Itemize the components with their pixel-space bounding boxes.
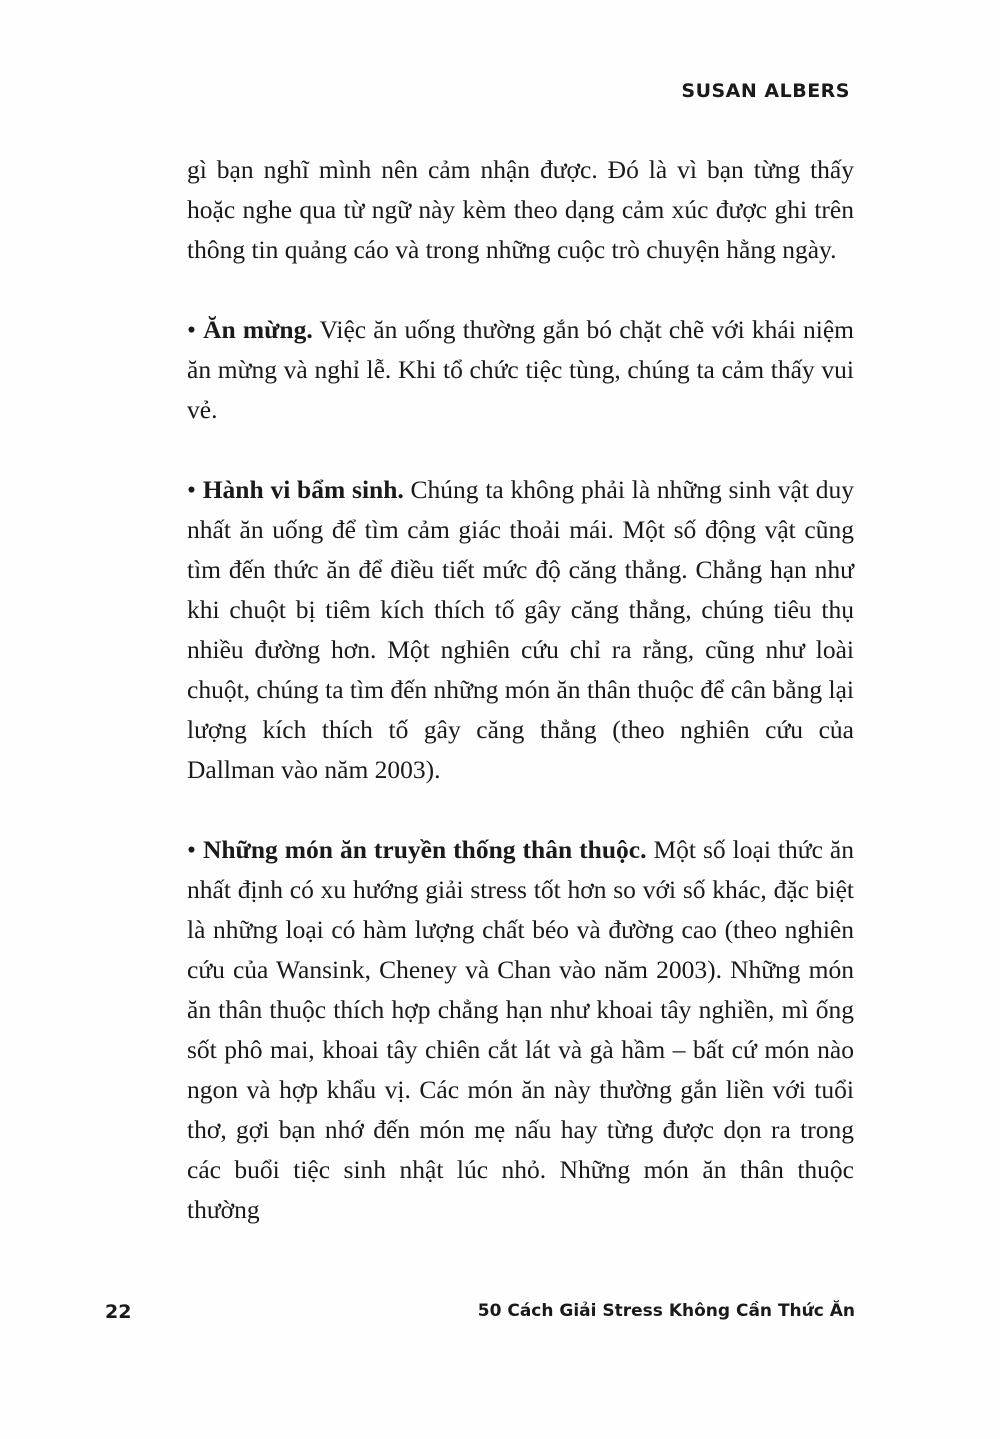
paragraph-continuation — [187, 150, 854, 270]
bullet-item-celebration — [187, 310, 854, 430]
page-number: 22 — [105, 1301, 132, 1323]
bullet-term: Ăn mừng. — [203, 315, 313, 344]
bullet-item-innate-behavior — [187, 470, 854, 790]
bullet-term: Những món ăn truyền thống thân thuộc. — [202, 835, 647, 864]
bullet-text: Chúng ta không phải là những sinh vật duy nhất ăn uống để tìm cảm giác thoải mái. Một số động vật cũng tìm đến thức ăn để điều tiết mức độ căng thẳng. Chẳng hạn như khi chuột bị tiêm kích thích tố gây căng thẳng, chúng tiêu thụ nhiều đường hơn. Một nghiên cứu chỉ ra rằng, cũng như loài chuột, chúng ta tìm đến những món ăn thân thuộc để cân bằng lại lượng kích thích tố gây căng thẳng (theo nghiên cứu của Dallman vào năm 2003). — [187, 475, 854, 784]
bullet-term: Hành vi bẩm sinh. — [202, 475, 404, 504]
paragraph-text: gì bạn nghĩ mình nên cảm nhận được. Đó là vì bạn từng thấy hoặc nghe qua từ ngữ này kèm theo dạng cảm xúc được ghi trên thông tin quảng cáo và trong những cuộc trò chuyện hằng ngày. — [187, 155, 854, 264]
bullet-marker: • — [187, 835, 203, 864]
bullet-item-comfort-foods — [187, 830, 854, 1230]
bullet-text: Việc ăn uống thường gắn bó chặt chẽ với khái niệm ăn mừng và nghỉ lễ. Khi tổ chức tiệc tùng, chúng ta cảm thấy vui vẻ. — [187, 315, 854, 424]
body-text — [187, 150, 854, 1230]
bullet-marker: • — [187, 315, 204, 344]
footer-book-title: 50 Cách Giải Stress Không Cần Thức Ăn — [477, 1301, 855, 1321]
bullet-marker: • — [187, 475, 203, 504]
running-header-author: SUSAN ALBERS — [681, 80, 850, 102]
bullet-text: Một số loại thức ăn nhất định có xu hướng giải stress tốt hơn so với số khác, đặc biệt là những loại có hàm lượng chất béo và đường cao (theo nghiên cứu của Wansink, Cheney và Chan vào năm 2003). Những món ăn thân thuộc thích hợp chẳng hạn như khoai tây nghiền, mì ống sốt phô mai, khoai tây chiên cắt lát và gà hầm – bất cứ món nào ngon và hợp khẩu vị. Các món ăn này thường gắn liền với tuổi thơ, gợi bạn nhớ đến món mẹ nấu hay từng được dọn ra trong các buổi tiệc sinh nhật lúc nhỏ. Những món ăn thân thuộc thường — [187, 835, 854, 1224]
